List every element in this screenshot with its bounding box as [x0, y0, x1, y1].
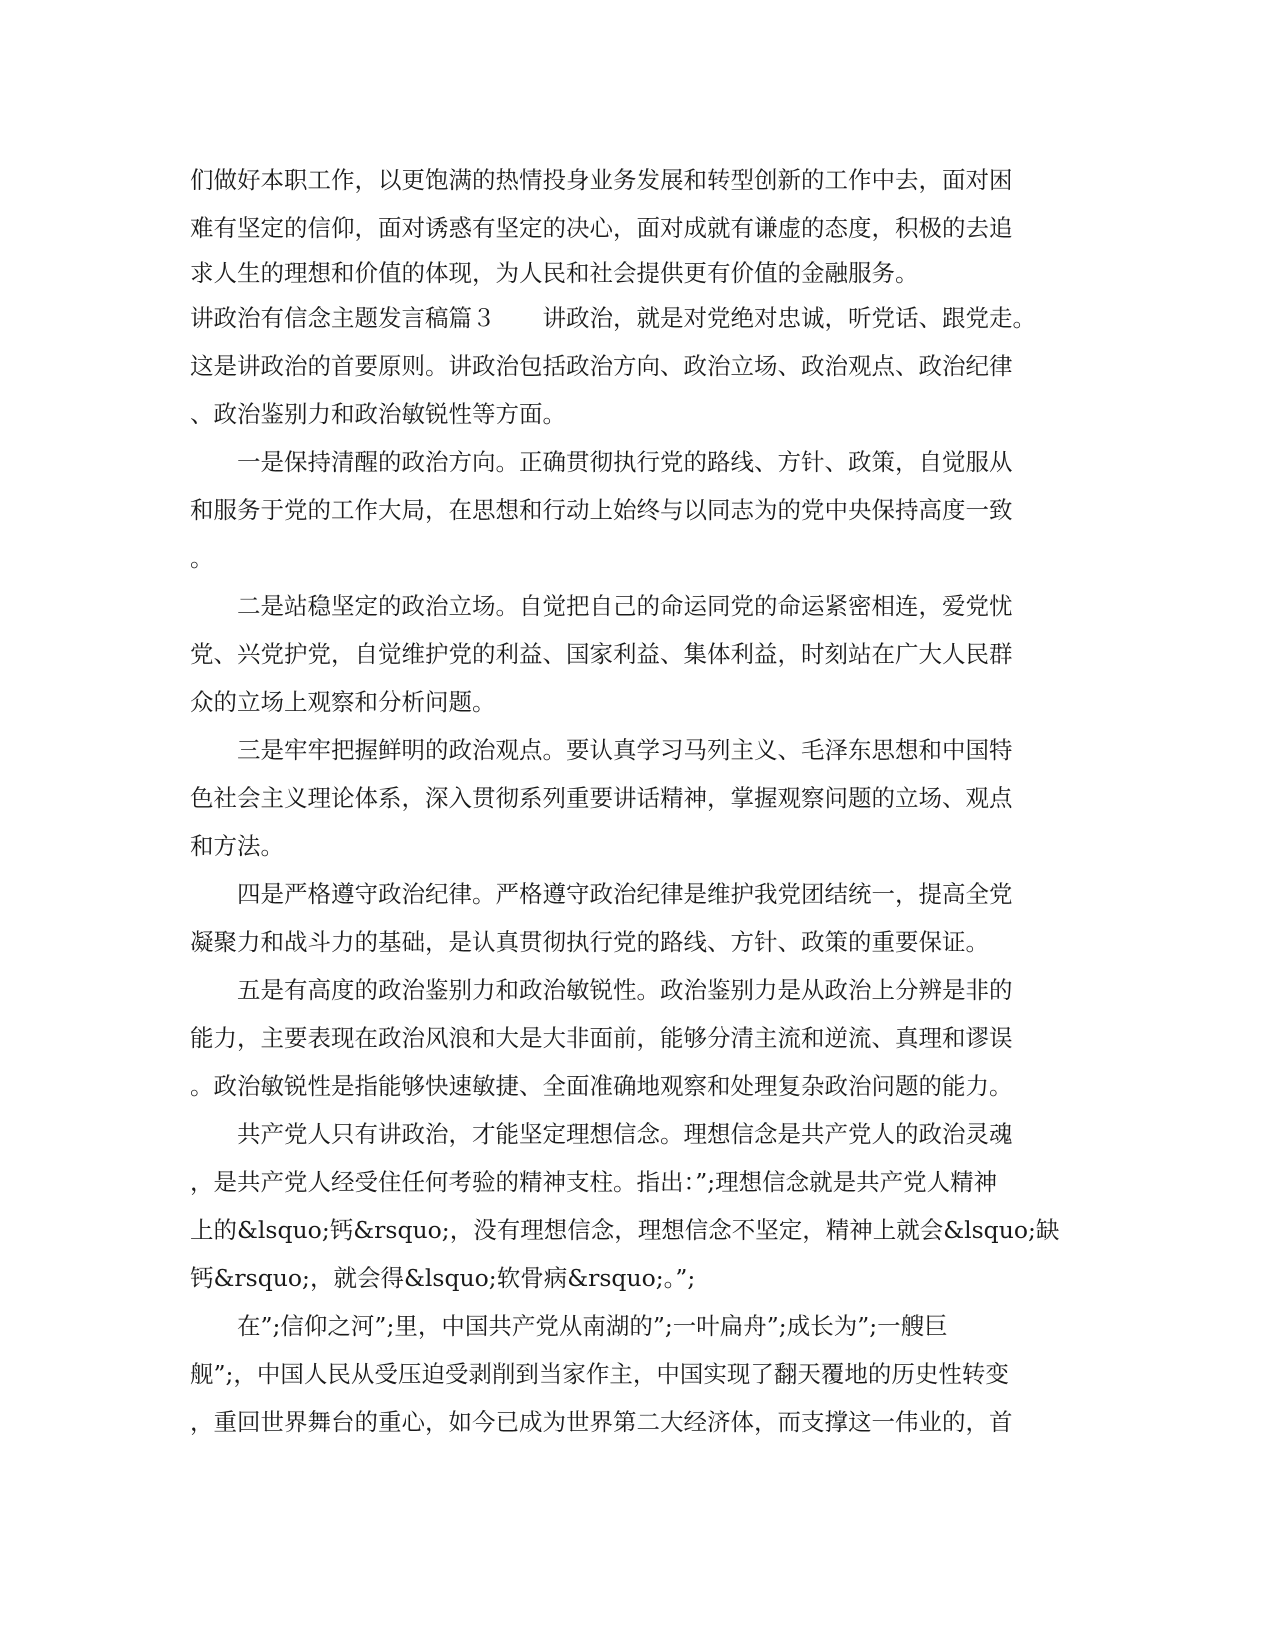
text-line: ，是共产党人经受住任何考验的精神支柱。指出：”;理想信念就是共产党人精神 [190, 1168, 998, 1196]
text-line: 们做好本职工作，以更饱满的热情投身业务发展和转型创新的工作中去，面对困 [190, 166, 1013, 194]
text-line: 众的立场上观察和分析问题。 [190, 688, 496, 716]
text-line: 。 [190, 544, 214, 572]
paragraph-first-line: 一是保持清醒的政治方向。正确贯彻执行党的路线、方针、政策，自觉服从 [237, 448, 1013, 476]
section-heading-line: 讲政治有信念主题发言稿篇３ 讲政治，就是对党绝对忠诚，听党话、跟党走。 [190, 304, 1036, 332]
text-line: 凝聚力和战斗力的基础，是认真贯彻执行党的路线、方针、政策的重要保证。 [190, 928, 989, 956]
paragraph-first-line: 四是严格遵守政治纪律。严格遵守政治纪律是维护我党团结统一，提高全党 [237, 880, 1013, 908]
text-line: ，重回世界舞台的重心，如今已成为世界第二大经济体，而支撑这一伟业的，首 [190, 1408, 1013, 1436]
text-line: 和服务于党的工作大局，在思想和行动上始终与以同志为的党中央保持高度一致 [190, 496, 1013, 524]
text-line: 和方法。 [190, 832, 284, 860]
document-body [190, 156, 1090, 1446]
text-line: 求人生的理想和价值的体现，为人民和社会提供更有价值的金融服务。 [190, 259, 919, 287]
text-line: 上的&lsquo;钙&rsquo;，没有理想信念，理想信念不坚定，精神上就会&lsquo;缺 [190, 1216, 1060, 1244]
text-line: 舰”;，中国人民从受压迫受剥削到当家作主，中国实现了翻天覆地的历史性转变 [190, 1360, 1009, 1388]
paragraph-first-line: 五是有高度的政治鉴别力和政治敏锐性。政治鉴别力是从政治上分辨是非的 [237, 976, 1013, 1004]
paragraph-first-line: 共产党人只有讲政治，才能坚定理想信念。理想信念是共产党人的政治灵魂 [237, 1120, 1013, 1148]
text-line: 难有坚定的信仰，面对诱惑有坚定的决心，面对成就有谦虚的态度，积极的去追 [190, 214, 1013, 242]
text-line: 。政治敏锐性是指能够快速敏捷、全面准确地观察和处理复杂政治问题的能力。 [190, 1072, 1013, 1100]
paragraph-first-line: 在”;信仰之河”;里，中国共产党从南湖的”;一叶扁舟”;成长为”;一艘巨 [237, 1312, 948, 1340]
text-line: 能力，主要表现在政治风浪和大是大非面前，能够分清主流和逆流、真理和谬误 [190, 1024, 1013, 1052]
text-line: 这是讲政治的首要原则。讲政治包括政治方向、政治立场、政治观点、政治纪律 [190, 352, 1013, 380]
text-line: 色社会主义理论体系，深入贯彻系列重要讲话精神，掌握观察问题的立场、观点 [190, 784, 1013, 812]
text-line: 钙&rsquo;，就会得&lsquo;软骨病&rsquo;。”; [190, 1264, 696, 1292]
paragraph-first-line: 二是站稳坚定的政治立场。自觉把自己的命运同党的命运紧密相连，爱党忧 [237, 592, 1013, 620]
text-line: 党、兴党护党，自觉维护党的利益、国家利益、集体利益，时刻站在广大人民群 [190, 640, 1013, 668]
text-line: 、政治鉴别力和政治敏锐性等方面。 [190, 400, 566, 428]
paragraph-first-line: 三是牢牢把握鲜明的政治观点。要认真学习马列主义、毛泽东思想和中国特 [237, 736, 1013, 764]
